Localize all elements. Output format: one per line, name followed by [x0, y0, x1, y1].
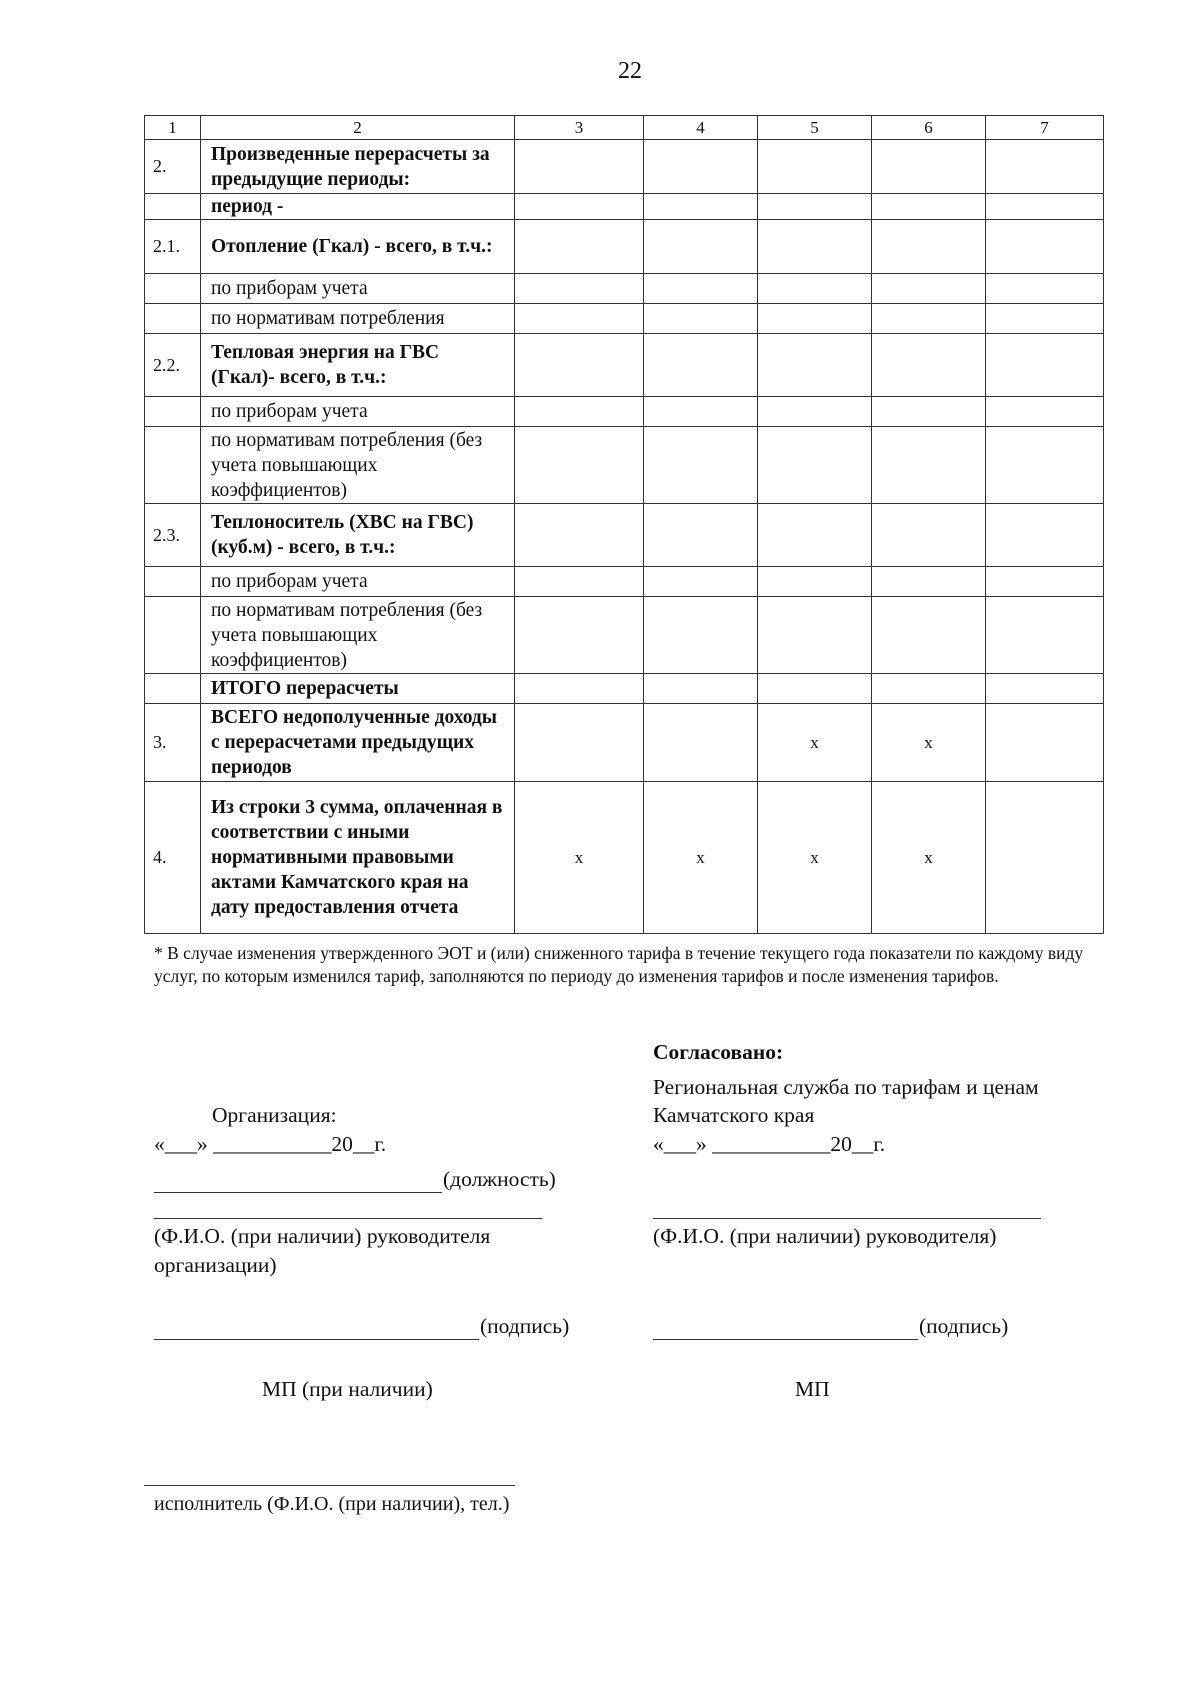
- value-cell-col4: [644, 567, 758, 597]
- value-cell-col6: [872, 220, 986, 274]
- right-name-underline: [653, 1218, 1041, 1219]
- value-cell-col5: [758, 567, 872, 597]
- row-description: Теплоноситель (ХВС на ГВС) (куб.м) - всего, в т.ч.:: [201, 504, 515, 567]
- value-cell-col7: [986, 304, 1104, 334]
- value-cell-col4: [644, 304, 758, 334]
- row-description: период -: [201, 194, 515, 220]
- table-row: [145, 140, 1104, 194]
- value-cell-col5: x: [758, 704, 872, 782]
- value-cell-col6: [872, 427, 986, 504]
- value-cell-col4: [644, 274, 758, 304]
- value-cell-col7: [986, 567, 1104, 597]
- table-row: [145, 674, 1104, 704]
- row-description: ИТОГО перерасчеты: [201, 674, 515, 704]
- value-cell-col7: [986, 274, 1104, 304]
- value-cell-col6: [872, 597, 986, 674]
- value-cell-col5: [758, 397, 872, 427]
- value-cell-col5: [758, 194, 872, 220]
- page-number: 22: [618, 58, 642, 84]
- left-signature-label: (подпись): [480, 1314, 570, 1338]
- value-cell-col4: [644, 427, 758, 504]
- value-cell-col4: x: [644, 782, 758, 934]
- value-cell-col4: [644, 334, 758, 397]
- left-signature-underline: [154, 1339, 479, 1340]
- value-cell-col7: [986, 504, 1104, 567]
- value-cell-col7: [986, 220, 1104, 274]
- value-cell-col3: [515, 194, 644, 220]
- row-number: [145, 597, 201, 674]
- value-cell-col6: [872, 274, 986, 304]
- value-cell-col3: [515, 504, 644, 567]
- row-description: Отопление (Гкал) - всего, в т.ч.:: [201, 220, 515, 274]
- table-row: [145, 704, 1104, 782]
- left-head-name-line2: организации): [154, 1253, 277, 1277]
- value-cell-col4: [644, 597, 758, 674]
- left-head-name-line1: (Ф.И.О. (при наличии) руководителя: [154, 1224, 491, 1248]
- value-cell-col5: [758, 334, 872, 397]
- value-cell-col5: [758, 304, 872, 334]
- value-cell-col6: [872, 397, 986, 427]
- value-cell-col5: [758, 220, 872, 274]
- value-cell-col3: [515, 274, 644, 304]
- position-label: (должность): [443, 1167, 556, 1191]
- service-name-line2: Камчатского края: [653, 1103, 815, 1127]
- value-cell-col5: [758, 674, 872, 704]
- table-row: [145, 220, 1104, 274]
- left-stamp-label: МП (при наличии): [262, 1377, 433, 1401]
- report-table: [144, 115, 1104, 934]
- value-cell-col4: [644, 220, 758, 274]
- value-cell-col7: [986, 427, 1104, 504]
- value-cell-col5: [758, 504, 872, 567]
- right-signature-label: (подпись): [919, 1314, 1009, 1338]
- column-header-7: 7: [986, 116, 1104, 140]
- row-number: 4.: [145, 782, 201, 934]
- right-head-name-label: (Ф.И.О. (при наличии) руководителя): [653, 1224, 997, 1248]
- value-cell-col7: [986, 334, 1104, 397]
- value-cell-col6: [872, 140, 986, 194]
- row-number: 2.2.: [145, 334, 201, 397]
- row-number: [145, 274, 201, 304]
- value-cell-col3: [515, 597, 644, 674]
- row-description: Из строки 3 сумма, оплаченная в соответствии с иными нормативными правовыми актами Камчатского края на дату предоставления отчета: [201, 782, 515, 934]
- column-header-1: 1: [145, 116, 201, 140]
- row-number: 3.: [145, 704, 201, 782]
- row-description: Тепловая энергия на ГВС (Гкал)- всего, в т.ч.:: [201, 334, 515, 397]
- row-number: [145, 427, 201, 504]
- value-cell-col7: [986, 194, 1104, 220]
- value-cell-col4: [644, 704, 758, 782]
- column-header-4: 4: [644, 116, 758, 140]
- table-row: [145, 427, 1104, 504]
- executor-label: исполнитель (Ф.И.О. (при наличии), тел.): [154, 1493, 510, 1515]
- value-cell-col4: [644, 397, 758, 427]
- value-cell-col3: [515, 334, 644, 397]
- row-description: по нормативам потребления (без учета повышающих коэффициентов): [201, 597, 515, 674]
- row-description: по приборам учета: [201, 274, 515, 304]
- value-cell-col7: [986, 674, 1104, 704]
- value-cell-col7: [986, 597, 1104, 674]
- value-cell-col4: [644, 194, 758, 220]
- column-header-5: 5: [758, 116, 872, 140]
- row-description: Произведенные перерасчеты за предыдущие периоды:: [201, 140, 515, 194]
- value-cell-col3: x: [515, 782, 644, 934]
- value-cell-col5: [758, 274, 872, 304]
- row-number: [145, 304, 201, 334]
- row-description: ВСЕГО недополученные доходы с перерасчетами предыдущих периодов: [201, 704, 515, 782]
- row-number: 2.1.: [145, 220, 201, 274]
- value-cell-col3: [515, 140, 644, 194]
- value-cell-col4: [644, 140, 758, 194]
- table-row: [145, 397, 1104, 427]
- row-number: [145, 567, 201, 597]
- row-number: [145, 674, 201, 704]
- table-row: [145, 334, 1104, 397]
- service-name-line1: Региональная служба по тарифам и ценам: [653, 1075, 1039, 1099]
- value-cell-col3: [515, 220, 644, 274]
- right-signature-underline: [653, 1339, 918, 1340]
- column-header-2: 2: [201, 116, 515, 140]
- value-cell-col6: [872, 304, 986, 334]
- row-number: 2.: [145, 140, 201, 194]
- left-name-underline: [154, 1218, 542, 1219]
- value-cell-col4: [644, 504, 758, 567]
- column-header-3: 3: [515, 116, 644, 140]
- table-row: [145, 274, 1104, 304]
- row-number: [145, 397, 201, 427]
- column-header-6: 6: [872, 116, 986, 140]
- value-cell-col6: x: [872, 782, 986, 934]
- right-date-line: «___» ___________20__г.: [653, 1132, 886, 1156]
- value-cell-col3: [515, 567, 644, 597]
- value-cell-col5: [758, 597, 872, 674]
- value-cell-col6: [872, 334, 986, 397]
- row-number: [145, 194, 201, 220]
- value-cell-col7: [986, 782, 1104, 934]
- value-cell-col3: [515, 304, 644, 334]
- value-cell-col4: [644, 674, 758, 704]
- value-cell-col6: x: [872, 704, 986, 782]
- table-row: [145, 597, 1104, 674]
- value-cell-col5: [758, 427, 872, 504]
- approved-heading: Согласовано:: [653, 1040, 784, 1064]
- footnote: * В случае изменения утвержденного ЭОТ и (или) сниженного тарифа в течение текущего года показатели по каждому виду услуг, по которым изменился тариф, заполняются по периоду до изменения тарифов и после изменения тарифов.: [154, 943, 1084, 986]
- row-number: 2.3.: [145, 504, 201, 567]
- position-underline: [154, 1192, 442, 1193]
- value-cell-col5: x: [758, 782, 872, 934]
- value-cell-col7: [986, 397, 1104, 427]
- report-table-body: [145, 116, 1104, 934]
- column-header-row: [145, 116, 1104, 140]
- value-cell-col3: [515, 397, 644, 427]
- row-description: по нормативам потребления: [201, 304, 515, 334]
- value-cell-col7: [986, 140, 1104, 194]
- value-cell-col3: [515, 704, 644, 782]
- value-cell-col6: [872, 504, 986, 567]
- value-cell-col3: [515, 674, 644, 704]
- value-cell-col6: [872, 567, 986, 597]
- row-description: по приборам учета: [201, 567, 515, 597]
- value-cell-col7: [986, 704, 1104, 782]
- table-row: [145, 194, 1104, 220]
- executor-underline: [144, 1485, 515, 1486]
- value-cell-col3: [515, 427, 644, 504]
- table-row: [145, 504, 1104, 567]
- table-row: [145, 567, 1104, 597]
- organization-label: Организация:: [212, 1103, 337, 1127]
- right-stamp-label: МП: [795, 1377, 830, 1401]
- value-cell-col6: [872, 674, 986, 704]
- table-row: [145, 304, 1104, 334]
- value-cell-col6: [872, 194, 986, 220]
- value-cell-col5: [758, 140, 872, 194]
- left-date-line: «___» ___________20__г.: [154, 1132, 387, 1156]
- row-description: по приборам учета: [201, 397, 515, 427]
- row-description: по нормативам потребления (без учета повышающих коэффициентов): [201, 427, 515, 504]
- table-row: [145, 782, 1104, 934]
